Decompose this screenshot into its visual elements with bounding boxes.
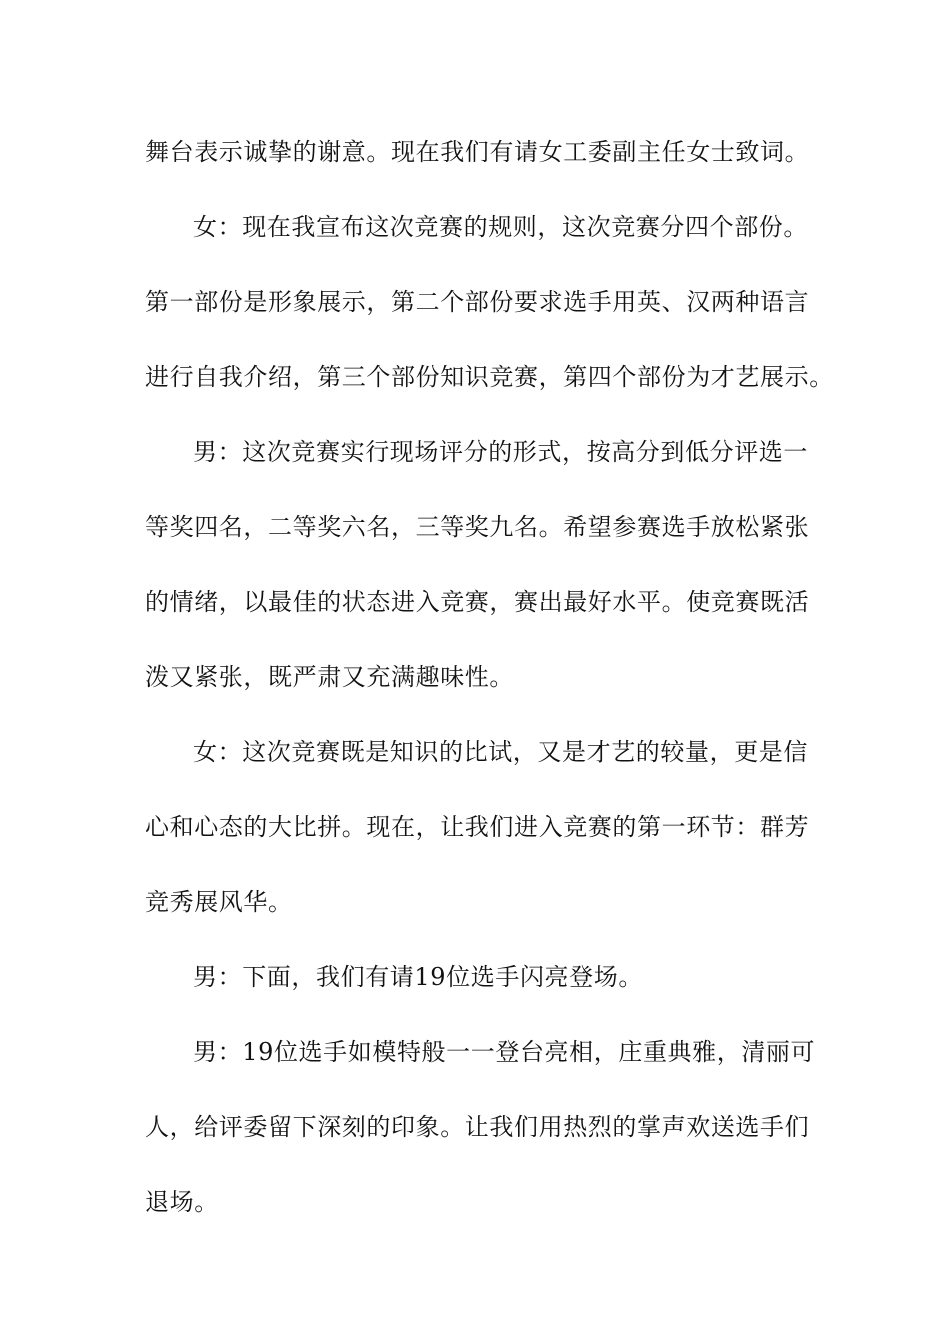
text-line: 泼又紧张，既严肃又充满趣味性。	[145, 663, 514, 691]
text-line: 的情绪，以最佳的状态进入竞赛，赛出最好水平。使竞赛既活	[145, 588, 810, 616]
paragraph-first-line: 男：这次竞赛实行现场评分的形式，按高分到低分评选一	[193, 438, 808, 466]
text-line: 进行自我介绍，第三个部份知识竞赛，第四个部份为才艺展示。	[145, 363, 834, 391]
text-line: 第一部份是形象展示，第二个部份要求选手用英、汉两种语言	[145, 288, 810, 316]
paragraph-first-line: 男：19位选手如模特般一一登台亮相，庄重典雅，清丽可	[193, 1038, 816, 1066]
text-line: 人，给评委留下深刻的印象。让我们用热烈的掌声欢送选手们	[145, 1113, 810, 1141]
paragraph-first-line: 男：下面，我们有请19位选手闪亮登场。	[193, 963, 643, 991]
paragraph-first-line: 女：这次竞赛既是知识的比试，又是才艺的较量，更是信	[193, 738, 808, 766]
text-line: 舞台表示诚挚的谢意。现在我们有请女工委副主任女士致词。	[145, 138, 810, 166]
text-line: 竞秀展风华。	[145, 888, 293, 916]
paragraph-first-line: 女：现在我宣布这次竞赛的规则，这次竞赛分四个部份。	[193, 213, 808, 241]
text-line: 退场。	[145, 1188, 219, 1216]
text-line: 心和心态的大比拼。现在，让我们进入竞赛的第一环节：群芳	[145, 813, 810, 841]
text-line: 等奖四名，二等奖六名，三等奖九名。希望参赛选手放松紧张	[145, 513, 810, 541]
